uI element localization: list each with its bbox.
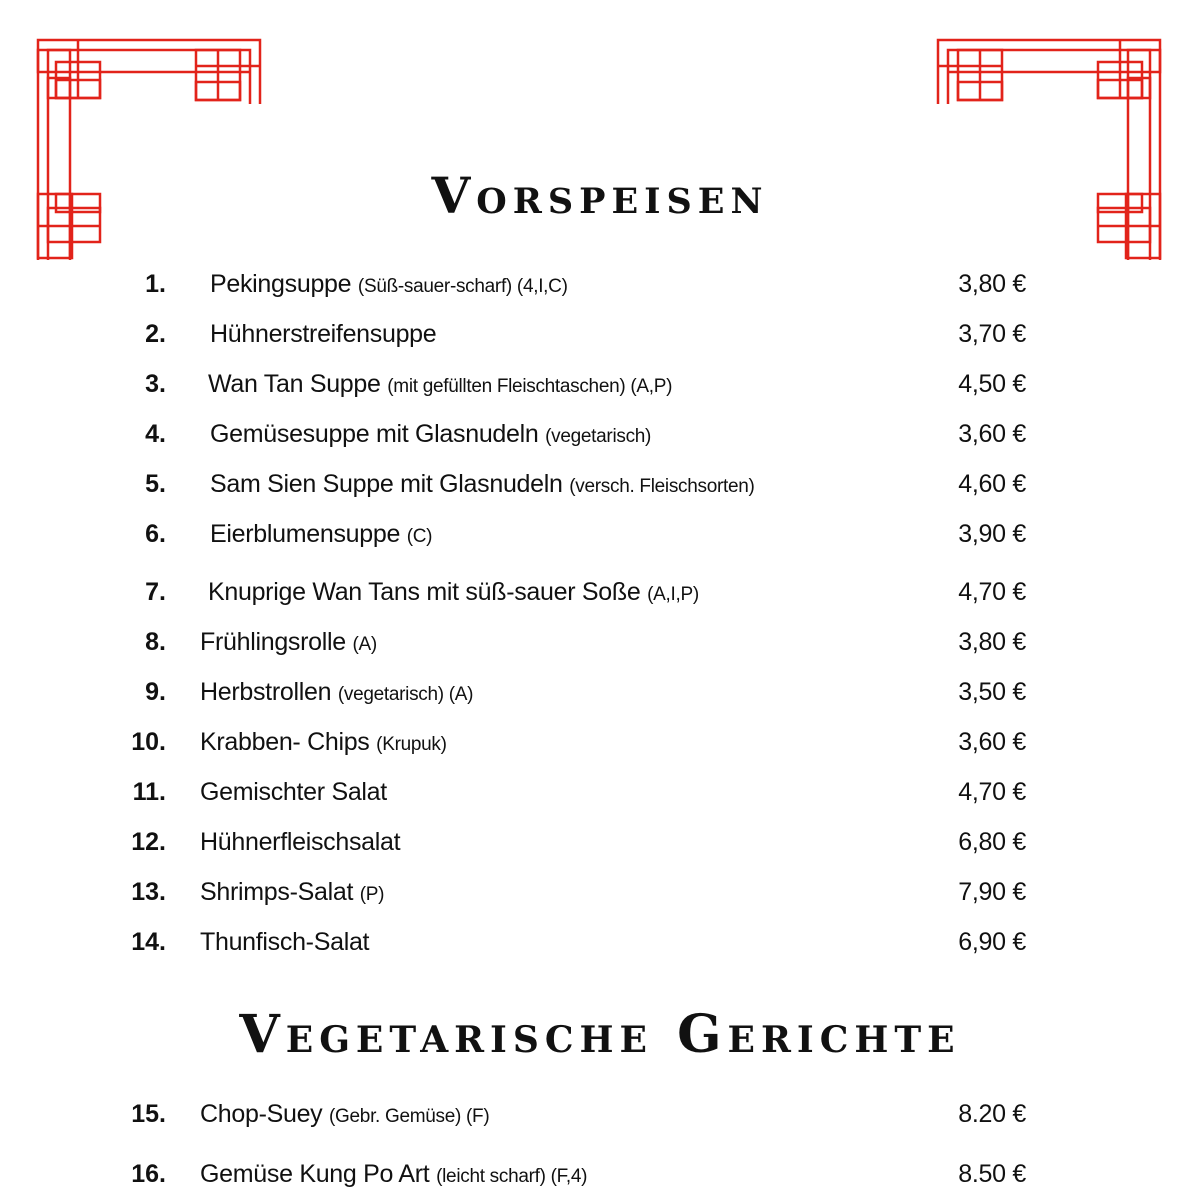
item-price: 8.20 €	[958, 1100, 1026, 1128]
menu-item-11	[0, 772, 1200, 812]
item-name: Wan Tan Suppe (mit gefüllten Fleischtaschen) (A,P)	[208, 370, 673, 398]
item-name: Gemüse Kung Po Art (leicht scharf) (F,4)	[200, 1160, 588, 1188]
item-price: 4,70 €	[958, 778, 1026, 806]
item-price: 3,50 €	[958, 678, 1026, 706]
item-number: 16.	[131, 1160, 166, 1188]
item-number: 9.	[145, 678, 166, 706]
item-name: Herbstrollen (vegetarisch) (A)	[200, 678, 474, 706]
item-name: Hühnerstreifensuppe	[210, 320, 437, 348]
item-number: 15.	[131, 1100, 166, 1128]
menu-item-16	[0, 1154, 1200, 1194]
item-name: Hühnerfleischsalat	[200, 828, 401, 856]
item-price: 3,60 €	[958, 728, 1026, 756]
item-price: 3,80 €	[958, 628, 1026, 656]
item-number: 12.	[131, 828, 166, 856]
menu-item-13	[0, 872, 1200, 912]
item-price: 3,80 €	[958, 270, 1026, 298]
item-name: Krabben- Chips (Krupuk)	[200, 728, 447, 756]
menu-item-8	[0, 622, 1200, 662]
item-price: 4,50 €	[958, 370, 1026, 398]
item-number: 6.	[145, 520, 166, 548]
menu-item-6	[0, 514, 1200, 554]
item-name: Thunfisch-Salat	[200, 928, 370, 956]
menu-item-3	[0, 364, 1200, 404]
corner-ornament-top-right	[936, 38, 1162, 262]
item-name: Pekingsuppe (Süß-sauer-scharf) (4,I,C)	[210, 270, 568, 298]
item-price: 6,80 €	[958, 828, 1026, 856]
menu-item-15	[0, 1094, 1200, 1134]
menu-item-14	[0, 922, 1200, 962]
item-price: 8.50 €	[958, 1160, 1026, 1188]
menu-item-4	[0, 414, 1200, 454]
item-price: 3,90 €	[958, 520, 1026, 548]
menu-item-1	[0, 264, 1200, 304]
item-name: Sam Sien Suppe mit Glasnudeln (versch. Fleischsorten)	[210, 470, 755, 498]
menu-item-12	[0, 822, 1200, 862]
corner-ornament-top-left	[36, 38, 262, 262]
item-number: 13.	[131, 878, 166, 906]
item-number: 2.	[145, 320, 166, 348]
item-name: Gemischter Salat	[200, 778, 387, 806]
item-number: 1.	[145, 270, 166, 298]
item-name: Eierblumensuppe (C)	[210, 520, 433, 548]
item-name: Frühlingsrolle (A)	[200, 628, 377, 656]
item-number: 11.	[132, 778, 166, 806]
item-name: Gemüsesuppe mit Glasnudeln (vegetarisch)	[210, 420, 652, 448]
item-number: 3.	[145, 370, 166, 398]
menu-item-7	[0, 572, 1200, 612]
item-number: 7.	[145, 578, 166, 606]
item-number: 8.	[145, 628, 166, 656]
item-price: 6,90 €	[958, 928, 1026, 956]
item-name: Shrimps-Salat (P)	[200, 878, 385, 906]
item-price: 4,70 €	[958, 578, 1026, 606]
menu-item-10	[0, 722, 1200, 762]
menu-item-2	[0, 314, 1200, 354]
menu-item-9	[0, 672, 1200, 712]
item-price: 4,60 €	[958, 470, 1026, 498]
item-number: 10.	[131, 728, 166, 756]
section-title-vorspeisen: Vorspeisen	[431, 166, 769, 225]
item-name: Knuprige Wan Tans mit süß-sauer Soße (A,I,P)	[208, 578, 699, 606]
item-number: 5.	[145, 470, 166, 498]
item-price: 7,90 €	[958, 878, 1026, 906]
menu-item-5	[0, 464, 1200, 504]
item-number: 14.	[131, 928, 166, 956]
section-title-vegetarische-gerichte: Vegetarische Gerichte	[239, 1004, 961, 1065]
item-number: 4.	[145, 420, 166, 448]
item-price: 3,70 €	[958, 320, 1026, 348]
item-price: 3,60 €	[958, 420, 1026, 448]
item-name: Chop-Suey (Gebr. Gemüse) (F)	[200, 1100, 490, 1128]
